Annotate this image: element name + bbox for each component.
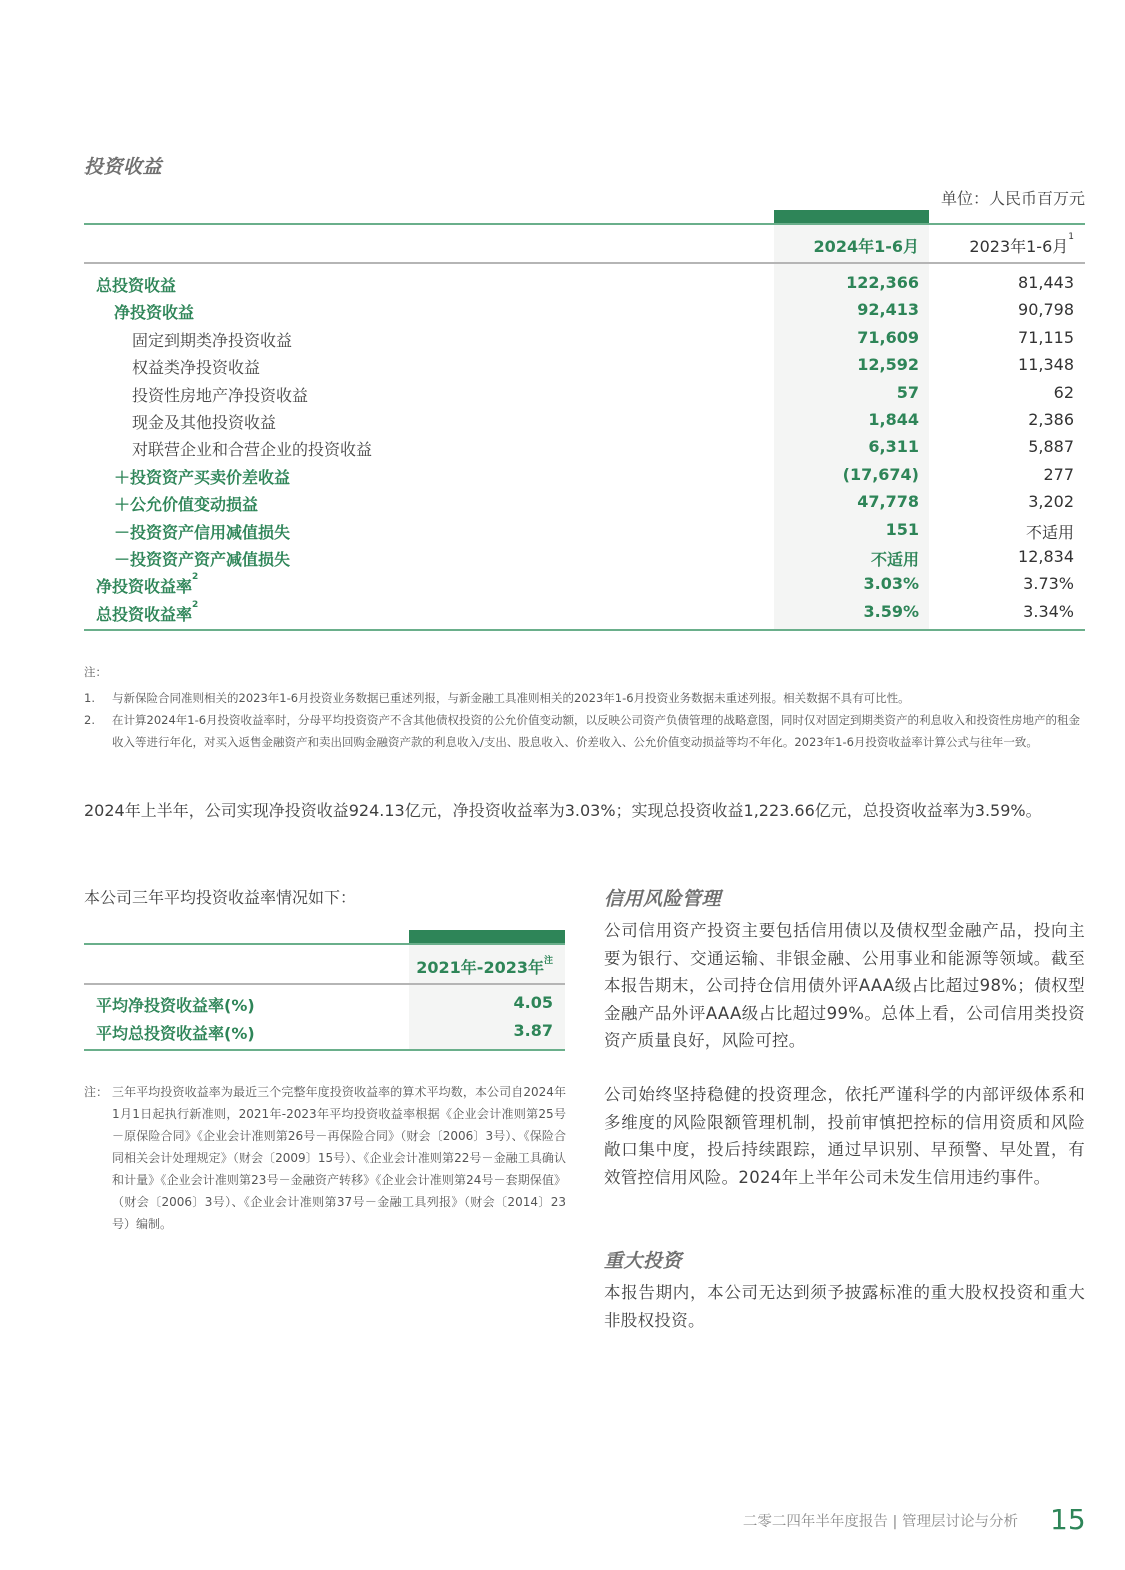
major-investment-section <box>604 1246 1085 1334</box>
header-accent-bar <box>774 210 929 224</box>
table-row <box>84 492 1085 519</box>
section-title-investment-income: 投资收益 <box>84 156 163 178</box>
table-row <box>84 273 1085 300</box>
header-period: 2021年-2023年$^注$ <box>416 956 553 977</box>
table-row <box>84 599 1085 629</box>
current-value: 47,778 <box>857 492 919 512</box>
summary-paragraph: 2024年上半年，公司实现净投资收益924.13亿元，净投资收益率为3.03%；实现总投资收益1,223.66亿元，总投资收益率为3.59%。 <box>84 801 1042 820</box>
row-label: 总投资收益率$^2$ <box>96 599 199 624</box>
previous-value: 90,798 <box>1018 300 1074 320</box>
row-label: ＋公允价值变动损益 <box>114 495 259 515</box>
notes-title: 注： <box>84 665 107 679</box>
footer-text: 二零二四年半年度报告 | 管理层讨论与分析 <box>742 1514 1018 1530</box>
row-label: 净投资收益率$^2$ <box>96 572 199 597</box>
header-previous-period: 2023年1-6月$^1$ <box>969 232 1074 256</box>
table-bottom-rule <box>84 629 1085 631</box>
row-label: 现金及其他投资收益 <box>132 413 277 432</box>
major-investment-title: 重大投资 <box>604 1250 683 1272</box>
header-current-period: 2024年1-6月 <box>813 237 919 256</box>
credit-risk-para-1: 公司信用资产投资主要包括信用债以及债权型金融产品，投向主要为银行、交通运输、非银金融、公用事业和能源等领域。截至本报告期末，公司持仓信用债外评AAA级占比超过98%；债权型金融产品外评AAA级占比超过99%。总体上看，公司信用类投资资产质量良好，风险可控。 <box>604 921 1085 1050</box>
three-year-intro: 本公司三年平均投资收益率情况如下： <box>84 888 357 907</box>
current-value: 151 <box>885 519 919 539</box>
table-row <box>84 465 1085 492</box>
header-bottom-rule <box>84 262 1085 264</box>
table-row <box>84 547 1085 574</box>
previous-value: 5,887 <box>1028 437 1074 457</box>
current-value: 3.59% <box>863 601 919 621</box>
current-value: 3.03% <box>863 574 919 594</box>
table-row <box>84 520 1085 547</box>
previous-value: 277 <box>1043 464 1074 484</box>
credit-risk-title: 信用风险管理 <box>604 888 722 910</box>
row-label: ＋投资资产买卖价差收益 <box>114 467 291 487</box>
table-row: 平均净投资收益率(%) 4.05 <box>96 993 553 1015</box>
credit-risk-section <box>604 884 1085 1055</box>
row-label: 净投资收益 <box>114 303 195 323</box>
table-row <box>84 383 1085 410</box>
previous-value: 11,348 <box>1018 355 1074 375</box>
table-row <box>84 355 1085 382</box>
previous-value: 2,386 <box>1028 410 1074 429</box>
previous-value: 81,443 <box>1018 273 1074 292</box>
previous-value: 12,834 <box>1018 547 1074 566</box>
table-row <box>84 574 1085 601</box>
row-label: 总投资收益 <box>96 276 177 295</box>
table-row: 平均总投资收益率(%) 3.87 <box>96 1021 553 1043</box>
current-value: (17,674) <box>842 464 919 484</box>
row-label: 对联营企业和合营企业的投资收益 <box>132 440 373 460</box>
current-value: 57 <box>896 382 919 402</box>
table-row <box>84 328 1085 355</box>
current-value: 不适用 <box>870 550 919 569</box>
current-value: 6,311 <box>868 437 919 457</box>
header-bottom-rule <box>84 983 565 985</box>
current-value: 71,609 <box>857 327 919 347</box>
current-value: 1,844 <box>868 410 919 429</box>
row-label: 固定到期类净投资收益 <box>132 330 293 350</box>
credit-risk-section-2 <box>604 1081 1085 1191</box>
table-bottom-rule <box>84 1049 565 1051</box>
header-accent-bar <box>409 930 565 944</box>
previous-value: 62 <box>1053 382 1074 402</box>
unit-label: 单位：人民币百万元 <box>940 189 1085 208</box>
row-label: 权益类净投资收益 <box>132 358 261 378</box>
row-label: －投资资产信用减值损失 <box>114 522 291 542</box>
previous-value: 不适用 <box>1025 522 1074 542</box>
table-top-rule <box>84 943 565 945</box>
current-value: 92,413 <box>857 300 919 320</box>
credit-risk-para-2: 公司始终坚持稳健的投资理念，依托严谨科学的内部评级体系和多维度的风险限额管理机制，投前审慎把控标的信用资质和风险敞口集中度，投后持续跟踪，通过早识别、早预警、早处置，有效管控信用风险。2024年上半年公司未发生信用违约事件。 <box>604 1085 1085 1187</box>
table-top-rule <box>84 223 1085 225</box>
current-value: 122,366 <box>846 273 919 292</box>
table-row <box>84 410 1085 437</box>
table-row <box>84 300 1085 327</box>
table-row <box>84 437 1085 464</box>
major-investment-text: 本报告期内，本公司无达到须予披露标准的重大股权投资和重大非股权投资。 <box>604 1283 1085 1330</box>
row-label: －投资资产资产减值损失 <box>114 550 291 569</box>
previous-value: 3.34% <box>1023 601 1074 621</box>
previous-value: 3.73% <box>1023 574 1074 594</box>
page-number: 15 <box>1050 1503 1086 1536</box>
previous-value: 3,202 <box>1028 492 1074 512</box>
previous-value: 71,115 <box>1018 327 1074 347</box>
row-label: 投资性房地产净投资收益 <box>132 385 309 405</box>
current-value: 12,592 <box>857 355 919 375</box>
